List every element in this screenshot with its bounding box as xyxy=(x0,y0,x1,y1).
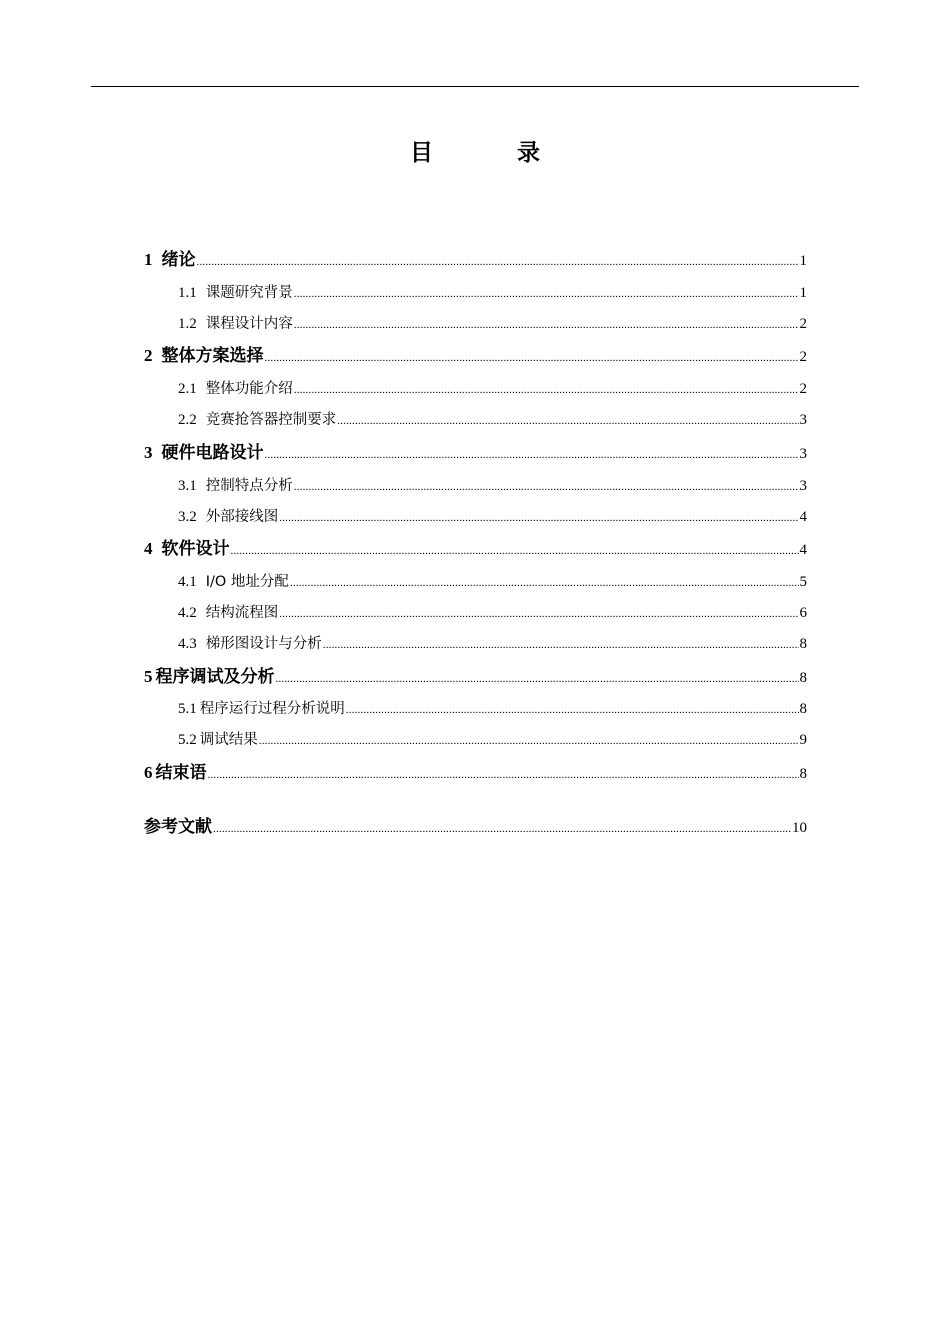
toc-entry-section-3-1[interactable] xyxy=(178,474,807,498)
toc-entry-section-1-2[interactable] xyxy=(178,312,807,336)
toc-dot-leader xyxy=(265,346,799,370)
toc-entry-number: 2.1 xyxy=(178,381,197,397)
toc-entry-section-2-1[interactable] xyxy=(178,377,807,401)
toc-entry-title: 竞赛抢答器控制要求 xyxy=(205,412,337,428)
toc-dot-leader xyxy=(294,313,799,337)
toc-entry-number: 4.3 xyxy=(178,636,197,652)
toc-entry-page: 8 xyxy=(799,670,807,686)
toc-dot-leader xyxy=(323,633,799,657)
toc-entry-page: 2 xyxy=(799,349,807,365)
toc-entry-references[interactable] xyxy=(144,815,807,839)
toc-entry-number: 2.2 xyxy=(178,412,197,428)
toc-entry-title: I/O 地址分配 xyxy=(205,574,289,590)
toc-entry-title: 程序运行过程分析说明 xyxy=(199,701,345,717)
toc-entry-page: 3 xyxy=(799,478,807,494)
toc-entry-title: 调试结果 xyxy=(199,732,258,748)
toc-entry-title: 课题研究背景 xyxy=(205,285,293,301)
toc-entry-number: 5.2 xyxy=(178,732,197,748)
toc-entry-page: 3 xyxy=(799,446,807,462)
toc-dot-leader xyxy=(231,539,799,563)
toc-entry-section-3-2[interactable] xyxy=(178,505,807,529)
toc-dot-leader xyxy=(290,571,799,595)
toc-dot-leader xyxy=(279,602,798,626)
toc-dot-leader xyxy=(276,667,799,691)
toc-dot-leader xyxy=(279,506,798,530)
toc-entry-chapter-6[interactable] xyxy=(144,761,807,785)
toc-dot-leader xyxy=(294,475,799,499)
toc-entry-page: 1 xyxy=(799,285,807,301)
toc-entry-section-4-2[interactable] xyxy=(178,601,807,625)
toc-entry-page: 6 xyxy=(799,605,807,621)
toc-entry-page: 2 xyxy=(799,381,807,397)
toc-entry-title: 软件设计 xyxy=(161,539,230,559)
toc-entry-section-1-1[interactable] xyxy=(178,281,807,305)
toc-entry-title: 课程设计内容 xyxy=(205,316,293,332)
page-title: 目 录 xyxy=(409,140,578,166)
toc-entry-section-5-2[interactable] xyxy=(178,728,807,752)
toc-entry-number: 1 xyxy=(144,250,153,269)
toc-entry-title: 结构流程图 xyxy=(205,605,279,621)
toc-entry-chapter-2[interactable] xyxy=(144,344,807,368)
toc-entry-number: 3 xyxy=(144,443,153,462)
toc-entry-number: 6 xyxy=(144,763,153,782)
toc-entry-page: 8 xyxy=(799,766,807,782)
toc-entry-page: 1 xyxy=(799,253,807,269)
toc-entry-number: 4.2 xyxy=(178,605,197,621)
toc-entry-title: 程序调试及分析 xyxy=(155,667,275,687)
toc-dot-leader xyxy=(197,250,799,274)
toc-dot-leader xyxy=(337,409,798,433)
toc-entry-number: 1.1 xyxy=(178,285,197,301)
toc-dot-leader xyxy=(265,443,799,467)
toc-entry-page: 9 xyxy=(799,732,807,748)
toc-entry-number: 1.2 xyxy=(178,316,197,332)
toc-entry-page: 8 xyxy=(799,701,807,717)
toc-entry-number: 5.1 xyxy=(178,701,197,717)
toc-entry-title: 参考文献 xyxy=(144,817,212,837)
toc-dot-leader xyxy=(294,282,799,306)
toc-entry-number: 4.1 xyxy=(178,574,197,590)
toc-entry-chapter-1[interactable] xyxy=(144,248,807,272)
toc-entry-number: 2 xyxy=(144,346,153,365)
toc-entry-page: 3 xyxy=(799,412,807,428)
toc-entry-page: 4 xyxy=(799,509,807,525)
toc-entry-chapter-3[interactable] xyxy=(144,441,807,465)
toc-entry-page: 10 xyxy=(792,820,807,836)
toc-entry-chapter-4[interactable] xyxy=(144,537,807,561)
toc-entry-title: 整体方案选择 xyxy=(161,346,264,366)
toc-entry-number: 3.1 xyxy=(178,478,197,494)
toc-entry-title: 硬件电路设计 xyxy=(161,443,264,463)
toc-entry-number: 4 xyxy=(144,539,153,558)
toc-entry-section-4-3[interactable] xyxy=(178,632,807,656)
toc-entry-page: 8 xyxy=(799,636,807,652)
toc-dot-leader xyxy=(208,763,799,787)
toc-dot-leader xyxy=(346,698,799,722)
toc-entry-section-5-1[interactable] xyxy=(178,697,807,721)
toc-entry-title: 结束语 xyxy=(155,763,207,783)
toc-entry-title: 整体功能介绍 xyxy=(205,381,293,397)
toc-entry-page: 5 xyxy=(799,574,807,590)
toc-entry-title: 外部接线图 xyxy=(205,509,279,525)
toc-entry-title: 控制特点分析 xyxy=(205,478,293,494)
toc-entry-section-2-2[interactable] xyxy=(178,408,807,432)
toc-dot-leader xyxy=(213,817,791,841)
toc-entry-section-4-1[interactable] xyxy=(178,570,807,594)
toc-entry-title: 梯形图设计与分析 xyxy=(205,636,322,652)
toc-entry-chapter-5[interactable] xyxy=(144,665,807,689)
toc-entry-number: 5 xyxy=(144,667,153,686)
toc-dot-leader xyxy=(294,378,799,402)
toc-entry-page: 4 xyxy=(799,542,807,558)
toc-entry-title: 绪论 xyxy=(161,250,196,270)
toc-entry-page: 2 xyxy=(799,316,807,332)
toc-dot-leader xyxy=(259,729,799,753)
toc-entry-number: 3.2 xyxy=(178,509,197,525)
